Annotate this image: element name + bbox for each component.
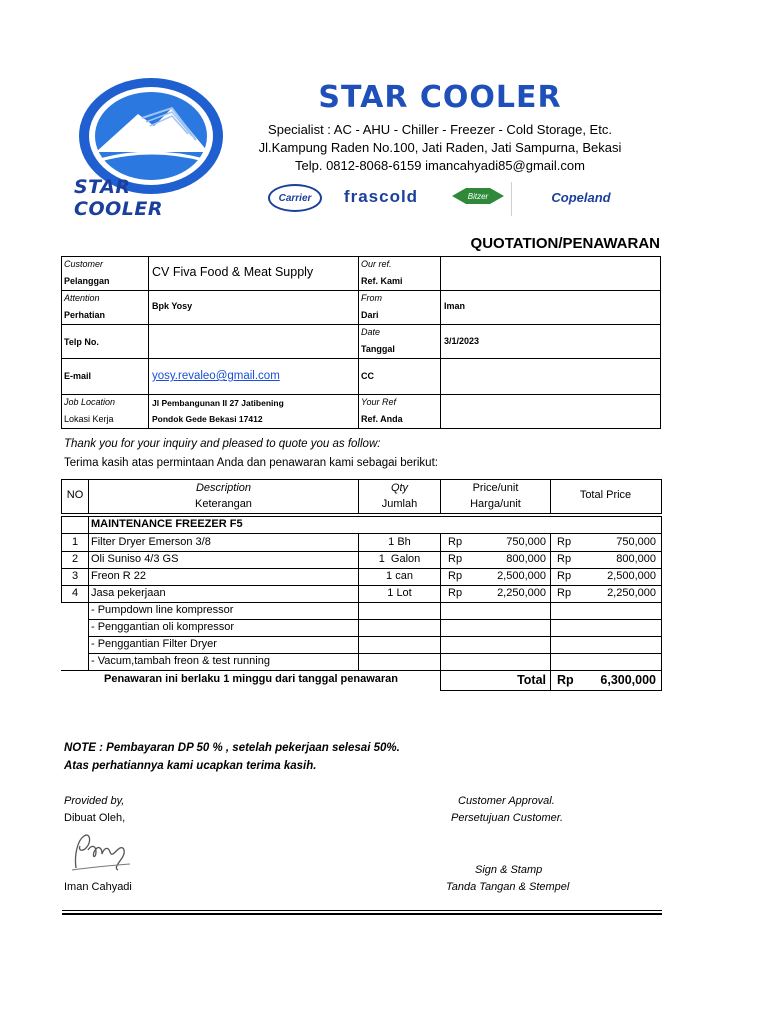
footer-divider-top <box>62 910 662 911</box>
section-title: MAINTENANCE FREEZER F5 <box>91 518 243 530</box>
row-total: 2,250,000 <box>607 587 656 599</box>
subitem: - Penggantian oli kompressor <box>91 621 235 633</box>
from-value-cell <box>440 290 661 325</box>
validity-note: Penawaran ini berlaku 1 minggu dari tanggal penawaran <box>104 673 399 685</box>
payment-note: NOTE : Pembayaran DP 50 % , setelah pekerjaan selesai 50%. <box>64 742 400 754</box>
total-value: 6,300,000 <box>600 673 656 687</box>
ourref-label-id: Ref. Kami <box>361 276 403 286</box>
provided-by-label: Provided by, <box>64 795 125 807</box>
row-qty: 1 Bh <box>388 536 411 548</box>
row-total-currency: Rp <box>557 553 572 565</box>
ourref-label: Our ref. <box>361 259 392 269</box>
col-header-harga: Harga/unit <box>470 498 521 510</box>
signature-image <box>66 828 136 876</box>
sign-stamp-label: Sign & Stamp <box>475 864 543 876</box>
col-header-price: Price/unit <box>472 482 519 494</box>
logo-text: STAR COOLER <box>74 176 163 220</box>
row-description: Jasa pekerjaan <box>91 587 166 599</box>
attention-value: Bpk Yosy <box>152 301 193 311</box>
row-total: 2,500,000 <box>607 570 656 582</box>
from-label-id: Dari <box>361 310 379 320</box>
total-label: Total <box>517 673 546 687</box>
row-no: 1 <box>71 536 79 548</box>
row-qty: 1 Lot <box>387 587 412 599</box>
col-header-jumlah: Jumlah <box>381 498 418 510</box>
yourref-label: Your Ref <box>361 397 397 407</box>
cc-value-cell <box>440 358 661 395</box>
row-description: Freon R 22 <box>91 570 147 582</box>
row-price-currency: Rp <box>448 587 463 599</box>
subitem: - Penggantian Filter Dryer <box>91 638 217 650</box>
date-label-id: Tanggal <box>361 344 395 354</box>
row-price: 750,000 <box>506 536 546 548</box>
yourref-label-id: Ref. Anda <box>361 414 403 424</box>
row-price: 2,250,000 <box>497 587 546 599</box>
customer-label-id: Pelanggan <box>64 276 110 286</box>
row-price: 800,000 <box>506 553 546 565</box>
ourref-value-cell <box>440 256 661 291</box>
tanda-tangan-label: Tanda Tangan & Stempel <box>446 881 570 893</box>
customer-approval-label: Customer Approval. <box>458 795 555 807</box>
header-specialist: Specialist : AC - AHU - Chiller - Freezer - Cold Storage, Etc. <box>268 122 612 137</box>
col-header-qty: Qty <box>390 482 409 494</box>
customer-label: Customer <box>64 259 104 269</box>
row-total-currency: Rp <box>557 536 572 548</box>
intro-indonesian: Terima kasih atas permintaan Anda dan penawaran kami sebagai berikut: <box>64 457 438 469</box>
row-no: 2 <box>71 553 79 565</box>
date-label: Date <box>361 327 381 337</box>
row-total-currency: Rp <box>557 587 572 599</box>
row-qty: 1 Galon <box>378 553 421 565</box>
row-price-currency: Rp <box>448 553 463 565</box>
copeland-logo: Copeland <box>551 189 611 205</box>
row-total: 800,000 <box>616 553 656 565</box>
from-label: From <box>361 293 382 303</box>
frascold-logo: frascold <box>343 187 419 206</box>
cc-label: CC <box>361 371 374 381</box>
telp-label: Telp No. <box>64 337 99 347</box>
row-price: 2,500,000 <box>497 570 546 582</box>
row-description: Oli Suniso 4/3 GS <box>91 553 179 565</box>
col-header-keterangan: Keterangan <box>195 498 252 510</box>
subitem: - Pumpdown line kompressor <box>91 604 234 616</box>
document-title: QUOTATION/PENAWARAN <box>470 235 660 252</box>
email-link[interactable]: yosy.revaleo@gmail.com <box>152 370 280 382</box>
header-contact: Telp. 0812-8068-6159 imancahyadi85@gmail.com <box>295 158 585 173</box>
partner-divider <box>511 182 512 216</box>
attention-label-id: Perhatian <box>64 310 106 320</box>
header-address: Jl.Kampung Raden No.100, Jati Raden, Jati Sampurna, Bekasi <box>258 140 622 155</box>
row-description: Filter Dryer Emerson 3/8 <box>91 536 211 548</box>
job-label-id: Lokasi Kerja <box>64 414 114 424</box>
row-price-currency: Rp <box>448 570 463 582</box>
row-no: 3 <box>71 570 79 582</box>
col-header-total: Total Price <box>579 489 632 501</box>
col-header-no: NO <box>66 489 84 501</box>
from-value: Iman <box>444 301 466 311</box>
bitzer-logo-text: Bitzer <box>467 192 489 201</box>
footer-divider-bottom <box>62 913 662 915</box>
carrier-logo: Carrier <box>268 184 322 212</box>
date-value: 3/1/2023 <box>444 336 480 346</box>
dibuat-oleh-label: Dibuat Oleh, <box>64 812 126 824</box>
row-no: 4 <box>71 587 79 599</box>
job-value-line2: Pondok Gede Bekasi 17412 <box>152 414 263 424</box>
subitem: - Vacum,tambah freon & test running <box>91 655 270 667</box>
persetujuan-label: Persetujuan Customer. <box>451 812 564 824</box>
row-price-currency: Rp <box>448 536 463 548</box>
col-header-description: Description <box>195 482 252 494</box>
signer-name: Iman Cahyadi <box>64 881 132 893</box>
row-total: 750,000 <box>616 536 656 548</box>
email-label: E-mail <box>64 371 92 381</box>
intro-english: Thank you for your inquiry and pleased to quote you as follow: <box>64 438 381 450</box>
yourref-value-cell <box>440 394 661 429</box>
thanks-note: Atas perhatiannya kami ucapkan terima kasih. <box>64 760 317 772</box>
job-value-line1: Jl Pembangunan II 27 Jatibening <box>152 398 284 408</box>
bitzer-logo <box>448 182 508 212</box>
row-qty: 1 can <box>386 570 413 582</box>
attention-label: Attention <box>64 293 100 303</box>
telp-value-cell <box>148 324 359 359</box>
row-total-currency: Rp <box>557 570 572 582</box>
job-label: Job Location <box>64 397 116 407</box>
total-currency: Rp <box>557 673 574 687</box>
customer-value: CV Fiva Food & Meat Supply <box>152 265 314 279</box>
company-name: STAR COOLER <box>318 80 562 115</box>
